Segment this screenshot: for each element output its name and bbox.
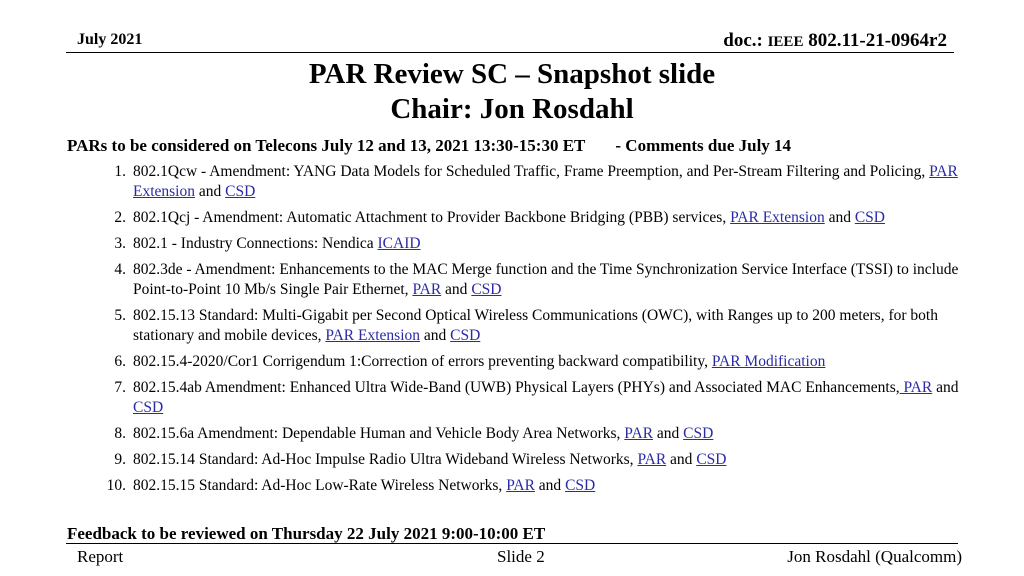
list-item-number: 10. xyxy=(106,477,126,494)
document-link[interactable]: CSD xyxy=(450,327,481,344)
list-item-text: and xyxy=(420,327,451,344)
header-date: July 2021 xyxy=(77,31,143,48)
list-item xyxy=(100,306,980,346)
list-item-text: 802.1Qcj - Amendment: Automatic Attachment to Provider Backbone Bridging (PBB) services, xyxy=(133,209,731,226)
document-link[interactable]: CSD xyxy=(854,209,885,226)
document-link[interactable]: CSD xyxy=(133,399,164,416)
document-link[interactable]: ICAID xyxy=(377,235,421,252)
document-link[interactable]: CSD xyxy=(683,425,714,442)
list-item-number: 6. xyxy=(114,353,126,370)
footer-left: Report xyxy=(77,547,124,566)
list-item-number: 1. xyxy=(114,163,126,180)
list-item-number: 9. xyxy=(114,451,126,468)
document-link[interactable]: CSD xyxy=(696,451,727,468)
doc-prefix: doc.: xyxy=(723,30,763,51)
list-item-text: 802.15.6a Amendment: Dependable Human and Vehicle Body Area Networks, xyxy=(133,425,625,442)
list-item-number: 3. xyxy=(114,235,126,252)
list-item-number: 2. xyxy=(114,209,126,226)
list-item-text: 802.1Qcw - Amendment: YANG Data Models for Scheduled Traffic, Frame Preemption, and Per-Stream Filtering and Policing, xyxy=(133,163,930,180)
document-link[interactable]: PAR xyxy=(506,477,535,494)
list-item-text: and xyxy=(534,477,566,494)
list-item xyxy=(100,450,980,470)
document-link[interactable]: PAR Extension xyxy=(325,327,421,344)
header-doc-number xyxy=(723,30,947,52)
footer-author: Jon Rosdahl (Qualcomm) xyxy=(787,547,962,566)
list-item-text: 802.15.14 Standard: Ad-Hoc Impulse Radio Ultra Wideband Wireless Networks, xyxy=(133,451,638,468)
document-link[interactable]: CSD xyxy=(565,477,596,494)
list-item-text: 802.3de - Amendment: Enhancements to the MAC Merge function and the Time Synchronization Service Interface (TSSI) to include Point-to-Point 10 Mb/s Single Pair Ethernet, xyxy=(133,261,959,298)
par-list xyxy=(100,162,980,502)
list-item-text: 802.15.15 Standard: Ad-Hoc Low-Rate Wireless Networks, xyxy=(133,477,507,494)
document-link[interactable]: PAR xyxy=(899,379,933,396)
doc-ieee: IEEE xyxy=(767,34,804,50)
list-item-text: and xyxy=(932,379,959,396)
list-item-text: 802.15.4-2020/Cor1 Corrigendum 1:Correction of errors preventing backward compatibility, xyxy=(133,353,712,370)
list-item-text: and xyxy=(666,451,697,468)
list-item xyxy=(100,260,980,300)
doc-number: 802.11-21-0964r2 xyxy=(808,30,947,51)
list-item-text: and xyxy=(195,183,226,200)
list-item-number: 5. xyxy=(114,307,126,324)
document-link[interactable]: PAR xyxy=(637,451,667,468)
list-item xyxy=(100,378,980,418)
document-link[interactable]: PAR Extension xyxy=(133,163,958,200)
list-item-text: 802.1 - Industry Connections: Nendica xyxy=(133,235,378,252)
intro-line xyxy=(67,136,791,156)
list-item-text: 802.15.13 Standard: Multi-Gigabit per Second Optical Wireless Communications (OWC), with Ranges up to 200 meters, for both stationary and mobile devices, xyxy=(133,307,938,344)
intro-text: PARs to be considered on Telecons July 12 and 13, 2021 13:30-15:30 ET xyxy=(67,136,586,155)
list-item-text: and xyxy=(653,425,684,442)
footer-divider xyxy=(66,543,958,544)
list-item xyxy=(100,476,980,496)
feedback-line: Feedback to be reviewed on Thursday 22 July 2021 9:00-10:00 ET xyxy=(67,524,546,543)
list-item-text: 802.15.4ab Amendment: Enhanced Ultra Wide-Band (UWB) Physical Layers (PHYs) and Associated MAC Enhancements, xyxy=(133,379,900,396)
list-item xyxy=(100,234,980,254)
list-item-text: and xyxy=(441,281,472,298)
list-item xyxy=(100,208,980,228)
document-link[interactable]: PAR xyxy=(412,281,442,298)
list-item xyxy=(100,352,980,372)
list-item-number: 4. xyxy=(114,261,126,278)
footer-slide-number: Slide 2 xyxy=(497,547,545,566)
document-link[interactable]: PAR Extension xyxy=(730,209,825,226)
slide-subtitle-chair: Chair: Jon Rosdahl xyxy=(390,93,634,125)
document-link[interactable]: CSD xyxy=(225,183,256,200)
header-divider xyxy=(66,52,954,53)
list-item-number: 8. xyxy=(114,425,126,442)
list-item xyxy=(100,162,980,202)
list-item xyxy=(100,424,980,444)
list-item-number: 7. xyxy=(114,379,126,396)
document-link[interactable]: PAR Modification xyxy=(711,353,826,370)
list-item-text: and xyxy=(824,209,855,226)
document-link[interactable]: CSD xyxy=(471,281,502,298)
intro-comments: - Comments due July 14 xyxy=(615,136,792,155)
slide-title: PAR Review SC – Snapshot slide xyxy=(308,58,716,90)
document-link[interactable]: PAR xyxy=(624,425,654,442)
